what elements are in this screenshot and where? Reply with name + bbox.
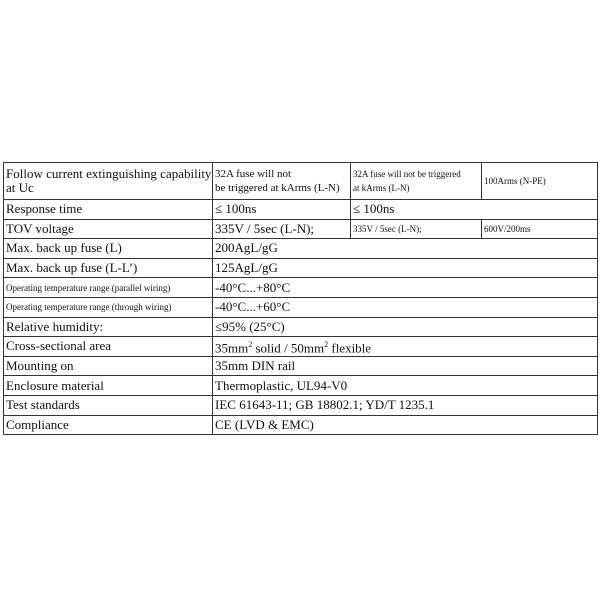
- row-label: Compliance: [4, 415, 213, 435]
- row-label: Test standards: [4, 395, 213, 415]
- row-value: 32A fuse will not be triggered at kArms (L-N): [351, 163, 482, 200]
- row-label: Operating temperature range (through wiring): [4, 297, 213, 317]
- row-label: Mounting on: [4, 356, 213, 376]
- row-label: Max. back up fuse (L): [4, 239, 213, 259]
- row-value: 335V / 5sec (L-N);: [351, 219, 482, 239]
- table-row: [4, 278, 598, 298]
- row-value: IEC 61643-11; GB 18802.1; YD/T 1235.1: [213, 395, 598, 415]
- row-value: ≤ 100ns: [351, 200, 598, 220]
- row-label: Response time: [4, 200, 213, 220]
- table-row: [4, 395, 598, 415]
- table-row: [4, 163, 598, 200]
- row-value: 125AgL/gG: [213, 258, 598, 278]
- row-value: $35mm^2$ solid / $50mm^2$ flexible: [213, 337, 598, 357]
- row-label: TOV voltage: [4, 219, 213, 239]
- row-value: 335V / 5sec (L-N);: [213, 219, 351, 239]
- table-row: [4, 415, 598, 435]
- table-row: [4, 200, 598, 220]
- row-label: Relative humidity:: [4, 317, 213, 337]
- row-value: Thermoplastic, UL94-V0: [213, 376, 598, 396]
- table-row: [4, 239, 598, 259]
- row-value: ≤95% (25°C): [213, 317, 598, 337]
- table-row: [4, 376, 598, 396]
- row-value: -40°C...+80°C: [213, 278, 598, 298]
- row-value: 600V/200ms: [482, 219, 598, 239]
- table-row: [4, 297, 598, 317]
- table-row: [4, 317, 598, 337]
- row-value: 35mm DIN rail: [213, 356, 598, 376]
- table-row: [4, 356, 598, 376]
- table-row: [4, 258, 598, 278]
- row-value: CE (LVD & EMC): [213, 415, 598, 435]
- row-label: Follow current extinguishing capability at Uc: [4, 163, 213, 200]
- row-label: Operating temperature range (parallel wiring): [4, 278, 213, 298]
- row-value: 100Arms (N-PE): [482, 163, 598, 200]
- row-value: -40°C...+60°C: [213, 297, 598, 317]
- row-label: Enclosure material: [4, 376, 213, 396]
- row-value: ≤ 100ns: [213, 200, 351, 220]
- row-value: 200AgL/gG: [213, 239, 598, 259]
- row-label: Max. back up fuse (L-L’): [4, 258, 213, 278]
- row-value: 32A fuse will not be triggered at kArms (L-N): [213, 163, 351, 200]
- row-label: Cross-sectional area: [4, 337, 213, 357]
- table-row: [4, 337, 598, 357]
- spec-table: [3, 162, 598, 435]
- table-row: [4, 219, 598, 239]
